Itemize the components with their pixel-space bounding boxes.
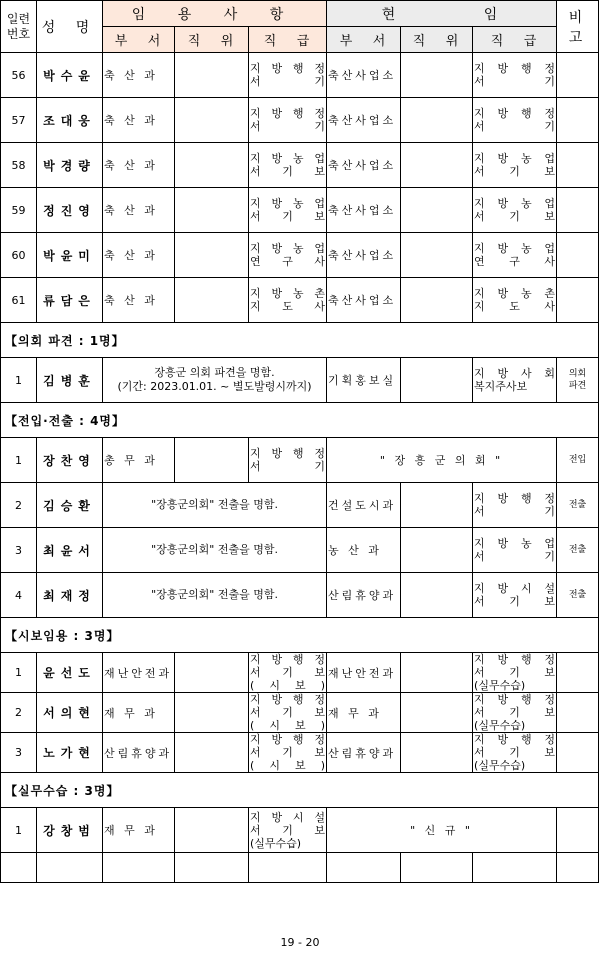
new-position [175, 693, 249, 733]
current-dept: 산림휴양과 [327, 733, 401, 773]
grade-line: 지 방 행 정 [250, 107, 326, 120]
grade-line: 지 방 행 정 [474, 107, 556, 120]
new-position [175, 808, 249, 853]
remarks [557, 98, 599, 143]
row-number: 58 [1, 143, 37, 188]
grade-line: 지 방 농 업 [474, 242, 556, 255]
header-remarks: 비 고 [557, 1, 599, 53]
grade-line: 서 기 보 [250, 666, 326, 679]
new-position [175, 233, 249, 278]
current-position [401, 528, 473, 573]
current-dept: 축산사업소 [327, 98, 401, 143]
grade-line: 지 방 행 정 [250, 733, 326, 746]
header-name: 성 명 [37, 1, 103, 53]
new-dept: 축 산 과 [103, 278, 175, 323]
grade-line: (실무수습) [474, 759, 526, 772]
grade-cell [473, 143, 557, 188]
grade-line: 지 방 사 회 [474, 367, 556, 380]
grade-cell [249, 278, 327, 323]
row-number: 1 [1, 808, 37, 853]
grade-line: 지 방 농 업 [250, 152, 326, 165]
grade-cell [249, 188, 327, 233]
row-number: 2 [1, 693, 37, 733]
remark-line: 파견 [568, 381, 587, 391]
person-name: 류담은 [37, 278, 103, 323]
grade-cell [249, 653, 327, 693]
current-position [401, 53, 473, 98]
remarks: 전출 [557, 483, 599, 528]
grade-line: 지 방 행 정 [474, 733, 556, 746]
row-number: 4 [1, 573, 37, 618]
remarks [557, 188, 599, 233]
current-position [401, 358, 473, 403]
person-name: 노가현 [37, 733, 103, 773]
new-position [175, 98, 249, 143]
row-number: 2 [1, 483, 37, 528]
grade-line: 서 기 보 [474, 666, 556, 679]
grade-line: 서 기 보 [474, 165, 556, 178]
current-position [401, 143, 473, 188]
grade-line: 서 기 [474, 505, 556, 518]
grade-line: 지 방 행 정 [250, 693, 326, 706]
row-number: 1 [1, 438, 37, 483]
grade-line: 연 구 사 [474, 255, 556, 268]
remarks [557, 808, 599, 853]
header-current: 현 임 [327, 1, 557, 27]
section-transfer-title: 【전입·전출 : 4명】 [1, 403, 599, 438]
remarks [557, 143, 599, 188]
new-dept: 축 산 과 [103, 143, 175, 188]
current-dept: 축산사업소 [327, 278, 401, 323]
current-position [401, 188, 473, 233]
grade-cell [473, 188, 557, 233]
person-name: 김병훈 [37, 358, 103, 403]
person-name: 강창범 [37, 808, 103, 853]
current-dept: 축산사업소 [327, 233, 401, 278]
new-dept: 재 무 과 [103, 693, 175, 733]
table-row [1, 278, 599, 323]
row-number: 57 [1, 98, 37, 143]
new-position [175, 733, 249, 773]
remarks [557, 653, 599, 693]
grade-line: 지 방 행 정 [250, 447, 326, 460]
header-appointment: 임 용 사 항 [103, 1, 327, 27]
current-dept: 축산사업소 [327, 53, 401, 98]
new-position [175, 53, 249, 98]
table-row [1, 438, 599, 483]
grade-cell [473, 573, 557, 618]
row-number: 3 [1, 733, 37, 773]
table-row [1, 808, 599, 853]
grade-line: 지 방 시 설 [474, 582, 556, 595]
new-dept: 축 산 과 [103, 188, 175, 233]
grade-line: 서 기 보 [250, 165, 326, 178]
grade-line: 서 기 보 [474, 746, 556, 759]
new-position [175, 278, 249, 323]
new-dept: 축 산 과 [103, 53, 175, 98]
grade-line: 서 기 보 [250, 210, 326, 223]
row-number: 1 [1, 358, 37, 403]
table-row [1, 693, 599, 733]
current-position [401, 693, 473, 733]
grade-cell [249, 143, 327, 188]
row-number: 3 [1, 528, 37, 573]
grade-line: 서 기 보 [250, 746, 326, 759]
grade-cell [473, 693, 557, 733]
new-position [175, 143, 249, 188]
person-name: 최재정 [37, 573, 103, 618]
header-cur-position: 직 위 [401, 27, 473, 53]
grade-line: 서 기 보 [250, 706, 326, 719]
remarks [557, 233, 599, 278]
current-dept: 재 무 과 [327, 693, 401, 733]
grade-line: 서 기 [474, 75, 556, 88]
remarks [557, 733, 599, 773]
row-number: 61 [1, 278, 37, 323]
table-row [1, 188, 599, 233]
table-row [1, 143, 599, 188]
grade-line: 지 도 사 [250, 300, 326, 313]
grade-line: 지 방 행 정 [250, 653, 326, 666]
person-name: 김승환 [37, 483, 103, 528]
new-dept: 축 산 과 [103, 233, 175, 278]
grade-line: 지 도 사 [474, 300, 556, 313]
new-dept: 재 무 과 [103, 808, 175, 853]
remark-line: 의회 [568, 369, 587, 379]
header-serial: 일련 번호 [1, 1, 37, 53]
person-name: 박윤미 [37, 233, 103, 278]
grade-line: 복지주사보 [474, 380, 528, 393]
person-name: 정진영 [37, 188, 103, 233]
header-new-dept: 부 서 [103, 27, 175, 53]
person-name: 윤선도 [37, 653, 103, 693]
grade-line: 서 기 보 [474, 706, 556, 719]
grade-cell [249, 53, 327, 98]
grade-line: 연 구 사 [250, 255, 326, 268]
current-position [401, 278, 473, 323]
table-row [1, 358, 599, 403]
header-cur-dept: 부 서 [327, 27, 401, 53]
grade-line: (실무수습) [250, 836, 302, 850]
header-new-position: 직 위 [175, 27, 249, 53]
current-dept: 농 산 과 [327, 528, 401, 573]
appointment-message: "장흥군의회" 전출을 명함. [103, 573, 327, 618]
grade-cell [473, 483, 557, 528]
current-position [401, 733, 473, 773]
grade-cell [473, 233, 557, 278]
grade-line: 서 기 [474, 550, 556, 563]
new-position [175, 188, 249, 233]
grade-line: (실무수습) [474, 679, 526, 692]
row-number: 1 [1, 653, 37, 693]
current-dept: 기획홍보실 [327, 358, 401, 403]
person-name: 장찬영 [37, 438, 103, 483]
grade-line: 지 방 농 업 [250, 197, 326, 210]
remarks [557, 693, 599, 733]
remarks: 전출 [557, 528, 599, 573]
grade-line: 지 방 농 업 [474, 537, 556, 550]
grade-line: 서 기 보 [250, 823, 326, 837]
grade-line: 지 방 농 업 [474, 152, 556, 165]
current-position [401, 98, 473, 143]
person-name: 박수윤 [37, 53, 103, 98]
grade-line: 지 방 농 업 [250, 242, 326, 255]
new-dept: 총 무 과 [103, 438, 175, 483]
appointment-message [103, 358, 327, 403]
table-row [1, 653, 599, 693]
header-cur-grade: 직 급 [473, 27, 557, 53]
table-row [1, 733, 599, 773]
section-council-title: 【의회 파견 : 1명】 [1, 323, 599, 358]
grade-cell [249, 438, 327, 483]
grade-cell [473, 358, 557, 403]
section-probation-title: 【시보임용 : 3명】 [1, 618, 599, 653]
new-dept: 재난안전과 [103, 653, 175, 693]
message-line: 장흥군 의회 파견을 명함. [154, 366, 275, 379]
grade-cell [249, 693, 327, 733]
message-line: (기간: 2023.01.01. ~ 별도발령시까지) [117, 380, 312, 393]
table-row [1, 98, 599, 143]
appointment-message: "장흥군의회" 전출을 명함. [103, 483, 327, 528]
new-dept: 축 산 과 [103, 98, 175, 143]
current-position [401, 483, 473, 528]
person-name: 박경량 [37, 143, 103, 188]
grade-cell [249, 733, 327, 773]
grade-line: 서 기 [250, 460, 326, 473]
grade-line: (실무수습) [474, 719, 526, 732]
table-row [1, 53, 599, 98]
new-position [175, 438, 249, 483]
grade-cell [473, 528, 557, 573]
row-number: 60 [1, 233, 37, 278]
grade-line: 지 방 행 정 [474, 62, 556, 75]
grade-line: 서 기 [474, 120, 556, 133]
grade-line: 지 방 행 정 [474, 492, 556, 505]
current-dept: 산림휴양과 [327, 573, 401, 618]
grade-cell [473, 98, 557, 143]
remarks [557, 278, 599, 323]
current-position [401, 233, 473, 278]
current-dept: 축산사업소 [327, 188, 401, 233]
appointment-message: "장흥군의회" 전출을 명함. [103, 528, 327, 573]
table-row [1, 483, 599, 528]
grade-cell [473, 733, 557, 773]
current-dept: 재난안전과 [327, 653, 401, 693]
grade-cell [249, 808, 327, 853]
grade-line: ( 시 보 ) [250, 679, 326, 692]
row-number: 59 [1, 188, 37, 233]
grade-line: ( 시 보 ) [250, 759, 326, 772]
grade-line: 서 기 보 [474, 210, 556, 223]
grade-line: 지 방 농 업 [474, 197, 556, 210]
grade-line: 서 기 [250, 120, 326, 133]
grade-cell [249, 98, 327, 143]
page-number: 19 - 20 [280, 936, 320, 949]
person-name: 최윤서 [37, 528, 103, 573]
grade-line: 지 방 행 정 [250, 62, 326, 75]
person-name: 조대웅 [37, 98, 103, 143]
current-position [401, 653, 473, 693]
table-row [1, 233, 599, 278]
grade-line: 서 기 [250, 75, 326, 88]
grade-cell [473, 653, 557, 693]
person-name: 서의현 [37, 693, 103, 733]
section-training-title: 【실무수습 : 3명】 [1, 773, 599, 808]
current-origin: " 장 흥 군 의 회 " [327, 438, 557, 483]
grade-line: 지 방 농 촌 [250, 287, 326, 300]
grade-cell [249, 233, 327, 278]
grade-cell [473, 53, 557, 98]
new-position [175, 653, 249, 693]
grade-cell [473, 278, 557, 323]
remarks [557, 53, 599, 98]
current-origin: " 신 규 " [327, 808, 557, 853]
grade-line: 지 방 시 설 [250, 810, 326, 824]
current-position [401, 573, 473, 618]
row-number: 56 [1, 53, 37, 98]
current-dept: 축산사업소 [327, 143, 401, 188]
remarks: 전출 [557, 573, 599, 618]
table-row [1, 573, 599, 618]
table-row [1, 528, 599, 573]
new-dept: 산림휴양과 [103, 733, 175, 773]
grade-line: ( 시 보 ) [250, 719, 326, 732]
current-dept: 건설도시과 [327, 483, 401, 528]
grade-line: 지 방 농 촌 [474, 287, 556, 300]
remarks [557, 358, 599, 403]
header-new-grade: 직 급 [249, 27, 327, 53]
grade-line: 지 방 행 정 [474, 653, 556, 666]
grade-line: 지 방 행 정 [474, 693, 556, 706]
grade-line: 서 기 보 [474, 595, 556, 608]
remarks: 전입 [557, 438, 599, 483]
